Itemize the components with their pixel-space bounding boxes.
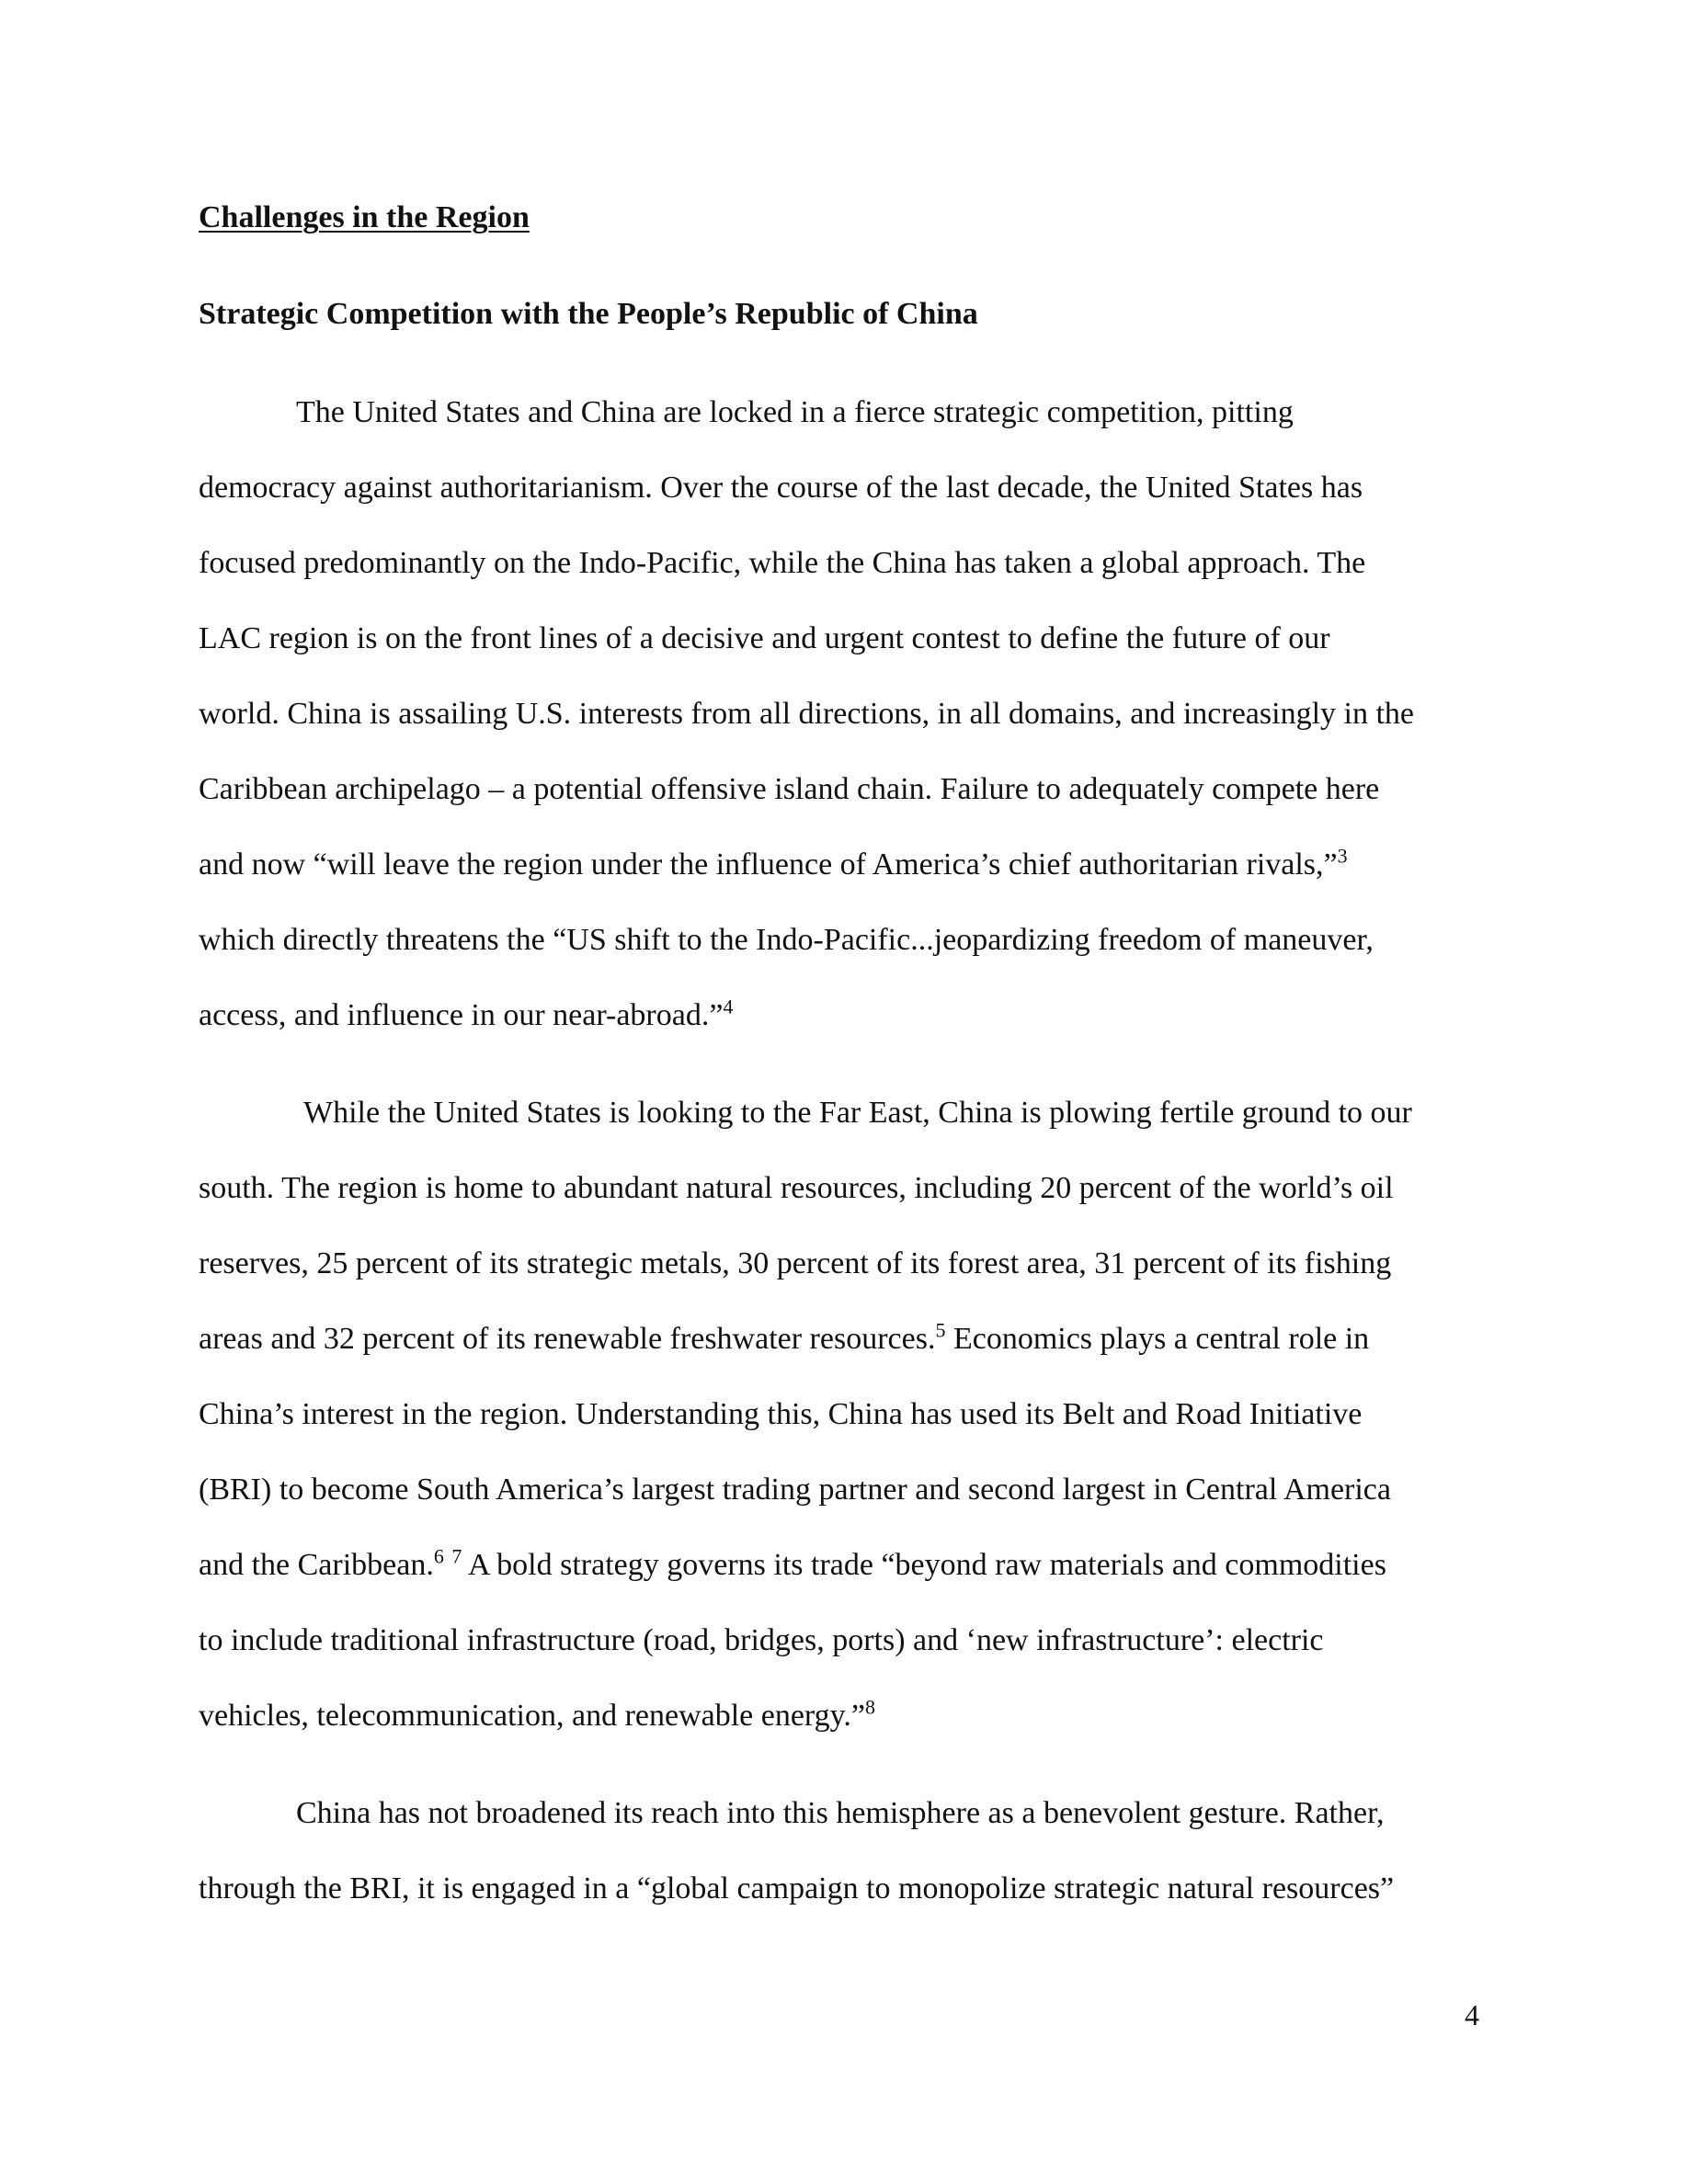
footnote-marker: 7 [451,1544,462,1568]
paragraph-line: While the United States is looking to the Far East, China is plowing fertile ground to our [303,1096,1412,1130]
paragraph-line-text: access, and influence in our near-abroad.” [199,998,724,1032]
paragraph-line: China’s interest in the region. Understanding this, China has used its Belt and Road Initiative [199,1397,1363,1431]
paragraph-line-text: A bold strategy governs its trade “beyond raw materials and commodities [467,1548,1386,1582]
paragraph-line-text: areas and 32 percent of its renewable freshwater resources. [199,1322,936,1356]
paragraph-line: world. China is assailing U.S. interests from all directions, in all domains, and increasingly in the [199,697,1414,731]
paragraph-line: (BRI) to become South America’s largest trading partner and second largest in Central America [199,1473,1391,1507]
paragraph-line-with-footnote [199,844,1348,882]
paragraph-line: democracy against authoritarianism. Over the course of the last decade, the United States has [199,471,1363,505]
paragraph-line: Caribbean archipelago – a potential offensive island chain. Failure to adequately compete here [199,772,1380,806]
footnote-marker: 8 [865,1695,876,1719]
paragraph-line: through the BRI, it is engaged in a “global campaign to monopolize strategic natural resources” [199,1871,1395,1905]
paragraph-line: which directly threatens the “US shift to the Indo-Pacific...jeopardizing freedom of maneuver, [199,923,1374,957]
paragraph-line: to include traditional infrastructure (road, bridges, ports) and ‘new infrastructure’: electric [199,1623,1324,1657]
paragraph-line-with-footnote [199,1544,1386,1582]
paragraph-line-text: and now “will leave the region under the influence of America’s chief authoritarian rivals,” [199,847,1338,882]
paragraph-line-with-footnote [199,1695,876,1733]
paragraph-line-with-footnote [199,995,734,1032]
page-number: 4 [1465,1998,1479,2031]
footnote-marker: 5 [935,1318,946,1342]
footnote-marker: 3 [1337,844,1348,868]
paragraph-line: south. The region is home to abundant natural resources, including 20 percent of the world’s oil [199,1171,1394,1205]
paragraph-line-text: vehicles, telecommunication, and renewable energy.” [199,1699,866,1733]
section-heading: Challenges in the Region [199,200,530,234]
paragraph-line: reserves, 25 percent of its strategic metals, 30 percent of its forest area, 31 percent of its fishing [199,1246,1392,1280]
paragraph-line: focused predominantly on the Indo-Pacific, while the China has taken a global approach. The [199,546,1366,580]
paragraph-line-text: and the Caribbean. [199,1548,434,1582]
paragraph-line-with-footnote [199,1318,1370,1356]
footnote-marker: 6 [433,1544,444,1568]
subheading: Strategic Competition with the People’s Republic of China [199,297,978,331]
paragraph-line: LAC region is on the front lines of a decisive and urgent contest to define the future of our [199,621,1330,655]
paragraph-line: The United States and China are locked in a fierce strategic competition, pitting [296,395,1294,429]
paragraph-line-text: Economics plays a central role in [952,1322,1370,1356]
footnote-marker: 4 [723,995,734,1018]
paragraph-line: China has not broadened its reach into this hemisphere as a benevolent gesture. Rather, [296,1796,1385,1830]
